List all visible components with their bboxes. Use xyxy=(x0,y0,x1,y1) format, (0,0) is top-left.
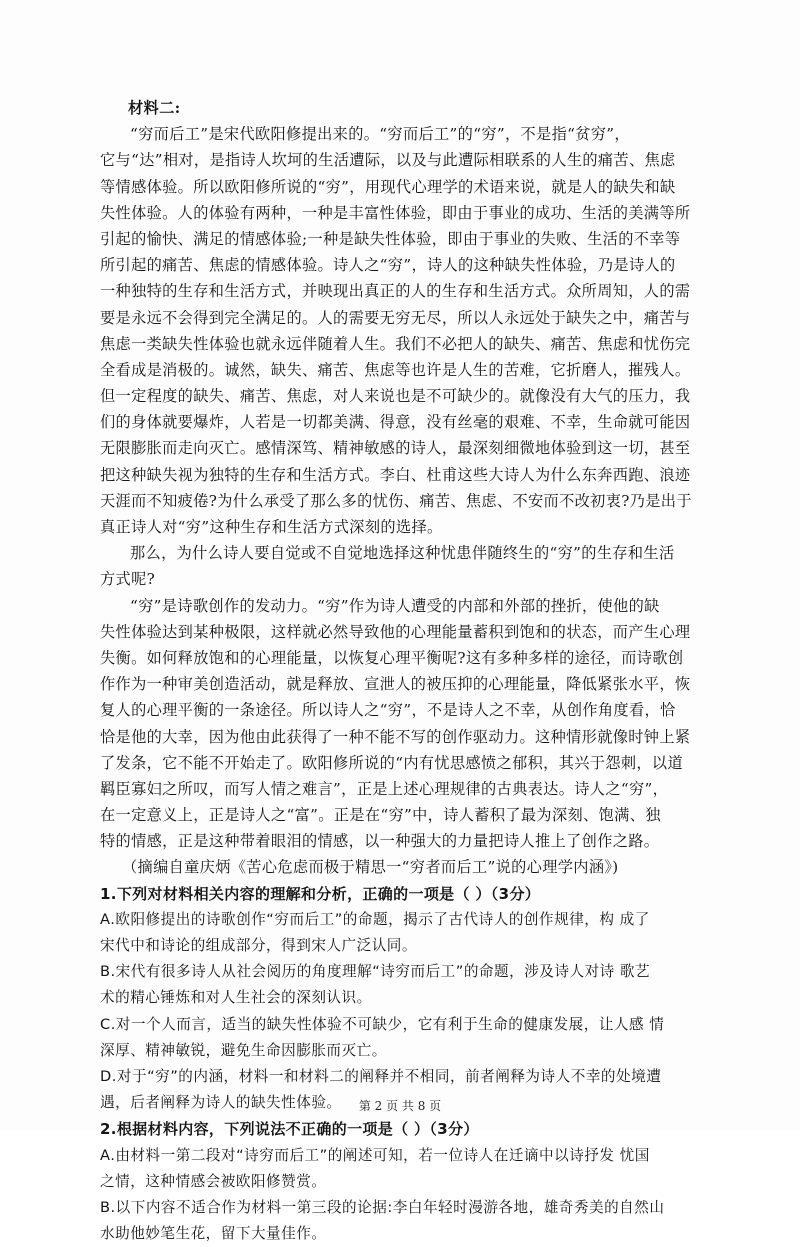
body-line: 全看成是消极的。诚然，缺失、痛苦、焦虑等也许是人生的苦难，它折磨人，摧残人。 xyxy=(100,360,691,379)
question-stem: 1.下列对材料相关内容的理解和分析，正确的一项是（ ）（3分） xyxy=(100,884,541,903)
body-line: 方式呢? xyxy=(100,570,156,589)
body-line: 一种独特的生存和生活方式，并映现出真正的人的生存和生活方式。众所周知，人的需 xyxy=(100,282,691,301)
option-line: 深厚、精神敏锐，避免生命因膨胀而灭亡。 xyxy=(100,1041,387,1059)
option-line: 术的精心锤炼和对人生社会的深刻认识。 xyxy=(100,989,372,1007)
question-2 xyxy=(100,1116,710,1247)
body-line: 所引起的痛苦、焦虑的情感体验。诗人之“穷”，诗人的这种缺失性体验，乃是诗人的 xyxy=(100,256,676,275)
body-line: 失性体验达到某种极限，这样就必然导致他的心理能量蓄积到饱和的状态，而产生心理 xyxy=(100,622,691,641)
option-line: A.由材料一第二段对“诗穷而后工”的阐述可知，若一位诗人在迁谪中以诗抒发 忧国 xyxy=(100,1146,650,1164)
body-line: 但一定程度的缺失、痛苦、焦虑，对人来说也是不可缺少的。就像没有大气的压力，我 xyxy=(100,387,691,406)
body-line: 失衡。如何释放饱和的心理能量，以恢复心理平衡呢?这有多种多样的途径，而诗歌创 xyxy=(100,648,684,667)
option-line: 宋代中和诗论的组成部分，得到宋人广泛认同。 xyxy=(100,937,417,954)
body-line: 作作为一种审美创造活动，就是释放、宣泄人的被压抑的心理能量，降低紧张水平，恢 xyxy=(100,675,691,694)
body-line: 羁臣寡妇之所叹，而写人情之难言”，正是上述心理规律的古典表达。诗人之“穷”， xyxy=(100,779,669,798)
body-line: 在一定意义上，正是诗人之“富”。正是在“穷”中，诗人蓄积了最为深刻、饱满、独 xyxy=(100,806,661,825)
option-line: C.对一个人而言，适当的缺失性体验不可缺少，它有利于生命的健康发展，让人感 情 xyxy=(100,1015,665,1033)
body-line: 无限膨胀而走向灭亡。感情深笃、精神敏感的诗人，最深刻细微地体验到这一切，甚至 xyxy=(100,439,691,458)
question-1 xyxy=(100,881,710,1117)
body-line: 它与“达”相对，是指诗人坎坷的生活遭际，以及与此遭际相联系的人生的痛苦、焦虑 xyxy=(100,151,676,170)
material-heading: 材料二: xyxy=(128,99,181,117)
body-line: 了发条，它不能不开始走了。欧阳修所说的“内有忧思感愤之郁积，其兴于怨刺，以道 xyxy=(100,753,684,772)
body-line: 恰是他的大幸，因为他由此获得了一种不能不写的创作驱动力。这种情形就像时钟上紧 xyxy=(100,727,691,746)
page-content xyxy=(100,95,710,1247)
body-line: “穷而后工”是宋代欧阳修提出来的。“穷而后工”的“穷”，不是指“贫穷”， xyxy=(130,125,630,144)
question-stem: 2.根据材料内容，下列说法不正确的一项是（ ）（3分） xyxy=(100,1120,479,1139)
body-line: 要是永远不会得到完全满足的。人的需要无穷无尽，所以人永远处于缺失之中，痛苦与 xyxy=(100,308,691,327)
body-line: 失性体验。人的体验有两种，一种是丰富性体验，即由于事业的成功、生活的美满等所 xyxy=(100,203,691,222)
option-line: D.对于“穷”的内涵，材料一和材料二的阐释并不相同，前者阐释为诗人不幸的处境遭 xyxy=(100,1067,662,1085)
material-body xyxy=(100,121,710,880)
body-line: 那么，为什么诗人要自觉或不自觉地选择这种忧患伴随终生的“穷”的生存和生活 xyxy=(130,544,675,563)
body-line: 特的情感，正是这种带着眼泪的情感，以一种强大的力量把诗人推上了创作之路。 xyxy=(100,832,660,851)
option-line: B.以下内容不适合作为材料一第三段的论据:李白年轻时漫游各地，雄奇秀美的自然山 xyxy=(100,1198,665,1216)
option-line: 遇，后者阐释为诗人的缺失性体验。 xyxy=(100,1094,342,1112)
body-line: 们的身体就要爆炸，人若是一切都美满、得意，没有丝毫的艰难、不幸，生命就可能因 xyxy=(100,413,691,432)
option-line: B.宋代有很多诗人从社会阅历的角度理解“诗穷而后工”的命题，涉及诗人对诗 歌艺 xyxy=(100,963,651,981)
body-line: 把这种缺失视为独特的生存和生活方式。李白、杜甫这些大诗人为什么东奔西跑、浪迹 xyxy=(100,465,691,484)
option-line: A.欧阳修提出的诗歌创作“穷而后工”的命题，揭示了古代诗人的创作规律，构 成了 xyxy=(100,910,650,928)
body-line: 等情感体验。所以欧阳修所说的“穷”，用现代心理学的术语来说，就是人的缺失和缺 xyxy=(100,177,676,196)
source-citation: （摘编自童庆炳《苦心危虑而极于精思一“穷者而后工”说的心理学内涵》) xyxy=(122,858,619,877)
body-line: 天涯而不知疲倦?为什么承受了那么多的忧伤、痛苦、焦虑、不安而不改初衷?乃是出于 xyxy=(100,491,692,510)
body-line: 引起的愉快、满足的情感体验;一种是缺失性体验，即由于事业的失败、生活的不幸等 xyxy=(100,229,681,248)
body-line: 焦虑一类缺失性体验也就永远伴随着人生。我们不必把人的缺失、痛苦、焦虑和忧伤完 xyxy=(100,334,691,353)
page-number: 第 2 页 共 8 页 xyxy=(358,1099,442,1113)
body-line: “穷”是诗歌创作的发动力。“穷”作为诗人遭受的内部和外部的挫折，使他的缺 xyxy=(130,596,660,615)
option-line: 水助他妙笔生花，留下大量佳作。 xyxy=(100,1225,327,1243)
body-line: 复人的心理平衡的一条途径。所以诗人之“穷”，不是诗人之不幸，从创作角度看，恰 xyxy=(100,701,676,720)
body-line: 真正诗人对“穷”这种生存和生活方式深刻的选择。 xyxy=(100,518,443,536)
option-line: 之情，这种情感会被欧阳修赞赏。 xyxy=(100,1172,327,1190)
